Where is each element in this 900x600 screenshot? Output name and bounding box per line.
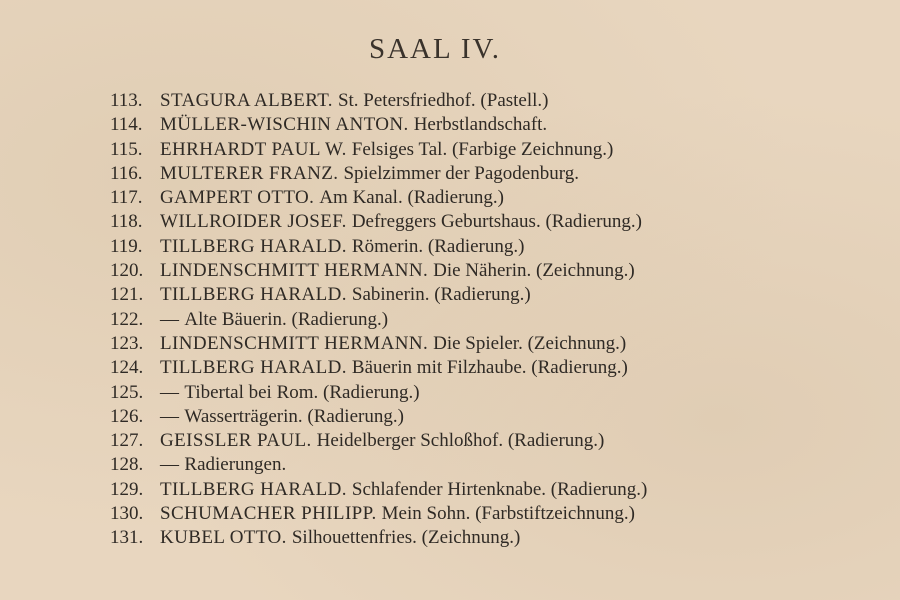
entry-number: 114. [110, 114, 143, 136]
entry-title: Die Spieler. (Zeichnung.) [433, 332, 627, 354]
entry-artist: — [160, 308, 180, 330]
entry-artist: TILLBERG HARALD. [160, 284, 347, 306]
entry-artist: MÜLLER-WISCHIN ANTON. [160, 114, 409, 136]
entry-title: Silhouettenfries. (Zeichnung.) [291, 527, 521, 549]
entry-number: 122. [110, 308, 144, 330]
entry-title: Bäuerin mit Filzhaube. (Radierung.) [351, 357, 628, 379]
entry-artist: GAMPERT OTTO. [160, 187, 315, 209]
entry-title: Radierungen. [184, 454, 287, 476]
entry-title: Heidelberger Schloßhof. (Radierung.) [316, 430, 605, 452]
entry-number: 127. [110, 430, 144, 452]
entry-title: Schlafender Hirtenknabe. (Radierung.) [351, 478, 648, 500]
entry-title: St. Petersfriedhof. (Pastell.) [337, 90, 549, 111]
entry-title: Sabinerin. (Radierung.) [351, 284, 531, 306]
entry-artist: — [160, 454, 180, 476]
entry-title: Die Näherin. (Zeichnung.) [433, 260, 635, 282]
entry-number: 116. [110, 162, 143, 184]
entry-number: 126. [110, 405, 144, 427]
catalog-entry [110, 259, 810, 283]
entry-artist: TILLBERG HARALD. [160, 478, 347, 500]
entry-title: Alte Bäuerin. (Radierung.) [184, 308, 389, 330]
entry-title: Römerin. (Radierung.) [351, 235, 525, 257]
entry-number: 113. [110, 90, 143, 111]
catalog-entry [110, 356, 810, 380]
entry-artist: MULTERER FRANZ. [160, 162, 339, 184]
entry-artist: LINDENSCHMITT HERMANN. [160, 332, 429, 354]
entry-number: 117. [110, 187, 143, 209]
entry-title: Tibertal bei Rom. (Radierung.) [184, 381, 420, 403]
entry-number: 131. [110, 527, 144, 549]
catalog-entry [110, 526, 810, 550]
catalog-entry [110, 89, 810, 113]
entry-number: 130. [110, 503, 144, 525]
catalog-entry [110, 283, 810, 307]
entry-number: 121. [110, 284, 144, 306]
entry-artist: TILLBERG HARALD. [160, 357, 347, 379]
entry-artist: TILLBERG HARALD. [160, 235, 347, 257]
entry-number: 129. [110, 478, 144, 500]
entry-artist: LINDENSCHMITT HERMANN. [160, 260, 429, 282]
catalog-entry [110, 429, 810, 453]
catalog-entry [110, 502, 810, 526]
entry-artist: WILLROIDER JOSEF. [160, 211, 347, 233]
catalog-entry [110, 186, 810, 210]
catalog-entry [110, 235, 810, 259]
entry-title: Defreggers Geburtshaus. (Radierung.) [351, 211, 643, 233]
entry-number: 125. [110, 381, 144, 403]
page-title: SAAL IV. [368, 33, 501, 65]
catalog-entry [110, 138, 810, 162]
catalog-entry [110, 162, 810, 186]
catalog-entry [110, 405, 810, 429]
entry-artist: EHRHARDT PAUL W. [160, 138, 347, 160]
entry-number: 120. [110, 260, 144, 282]
entry-artist: SCHUMACHER PHILIPP. [160, 503, 377, 525]
catalog-entry [110, 381, 810, 405]
entry-number: 124. [110, 357, 144, 379]
entry-number: 123. [110, 332, 144, 354]
entry-artist: GEISSLER PAUL. [160, 430, 312, 452]
catalog-entry [110, 308, 810, 332]
entry-number: 119. [110, 235, 143, 257]
catalog-entry [110, 113, 810, 137]
entry-title: Felsiges Tal. (Farbige Zeichnung.) [351, 138, 614, 160]
entry-title: Mein Sohn. (Farbstiftzeichnung.) [381, 503, 635, 525]
entry-number: 118. [110, 211, 143, 233]
entry-artist: — [160, 405, 180, 427]
catalog-entry [110, 478, 810, 502]
entry-title: Spielzimmer der Pagodenburg. [343, 162, 579, 184]
entry-artist: — [160, 381, 180, 403]
entry-title: Herbstlandschaft. [413, 114, 548, 136]
entry-number: 115. [110, 138, 143, 160]
catalog-entry-list [110, 89, 810, 551]
catalog-entry [110, 210, 810, 234]
entry-artist: STAGURA ALBERT. [160, 90, 333, 111]
entry-artist: KUBEL OTTO. [160, 527, 287, 549]
catalog-entry [110, 453, 810, 477]
entry-number: 128. [110, 454, 144, 476]
entry-title: Wasserträgerin. (Radierung.) [184, 405, 404, 427]
catalog-entry [110, 332, 810, 356]
entry-title: Am Kanal. (Radierung.) [319, 187, 504, 209]
